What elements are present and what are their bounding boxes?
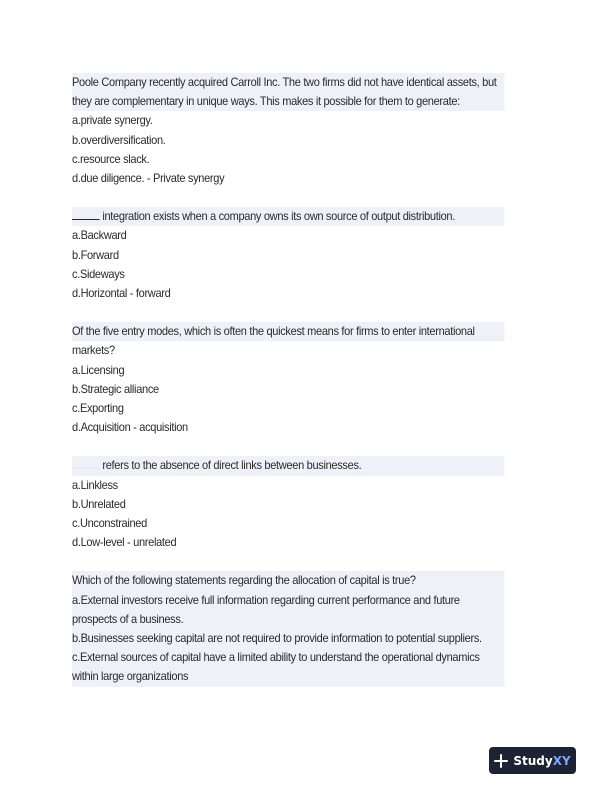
answer-option: c.resource slack. bbox=[72, 151, 150, 166]
answer-option: b.Forward bbox=[72, 247, 119, 262]
answer-option: d.Horizontal - forward bbox=[72, 286, 171, 301]
question-text: Which of the following statements regarding the allocation of capital is true? bbox=[72, 571, 504, 590]
question-text: they are complementary in unique ways. This makes it possible for them to generate: bbox=[72, 92, 504, 111]
answer-option: b.Businesses seeking capital are not required to provide information to potential suppliers. bbox=[72, 629, 504, 648]
answer-option: a.External investors receive full information regarding current performance and future bbox=[72, 591, 504, 610]
answer-option: c.Sideways bbox=[72, 266, 125, 281]
answer-option: d.Acquisition - acquisition bbox=[72, 420, 188, 435]
answer-blank bbox=[72, 456, 100, 469]
answer-option: within large organizations bbox=[72, 667, 504, 686]
answer-option: a.private synergy. bbox=[72, 113, 153, 128]
studyxy-badge[interactable] bbox=[489, 747, 576, 774]
question-text: Poole Company recently acquired Carroll Inc. The two firms did not have identical assets, but bbox=[72, 73, 504, 92]
question-text: Of the five entry modes, which is often the quickest means for firms to enter international bbox=[72, 322, 504, 341]
answer-option: a.Backward bbox=[72, 228, 127, 243]
question-text: markets? bbox=[72, 343, 115, 358]
question-text: refers to the absence of direct links between businesses. bbox=[102, 458, 362, 473]
answer-option: d.due diligence. - Private synergy bbox=[72, 171, 225, 186]
studyxy-logo-text: StudyXY bbox=[513, 753, 571, 768]
question-text: integration exists when a company owns its own source of output distribution. bbox=[102, 209, 455, 224]
answer-option: c.Exporting bbox=[72, 401, 124, 416]
answer-option: c.External sources of capital have a limited ability to understand the operational dynamics bbox=[72, 648, 504, 667]
question-stem bbox=[72, 456, 504, 475]
question-stem bbox=[72, 207, 504, 226]
question-block bbox=[72, 322, 504, 437]
answer-option: d.Low-level - unrelated bbox=[72, 535, 177, 550]
answer-option: a.Licensing bbox=[72, 362, 125, 377]
question-block bbox=[72, 456, 504, 552]
answer-option: c.Unconstrained bbox=[72, 516, 147, 531]
answer-option: b.Unrelated bbox=[72, 496, 126, 511]
answer-option: a.Linkless bbox=[72, 477, 118, 492]
document-page bbox=[72, 73, 504, 706]
answer-blank bbox=[72, 207, 100, 220]
question-block bbox=[72, 571, 504, 686]
plus-icon bbox=[494, 754, 508, 768]
question-block bbox=[72, 207, 504, 303]
answer-option: prospects of a business. bbox=[72, 610, 504, 629]
question-block bbox=[72, 73, 504, 188]
answer-option: b.Strategic alliance bbox=[72, 381, 159, 396]
answer-option: b.overdiversification. bbox=[72, 132, 166, 147]
